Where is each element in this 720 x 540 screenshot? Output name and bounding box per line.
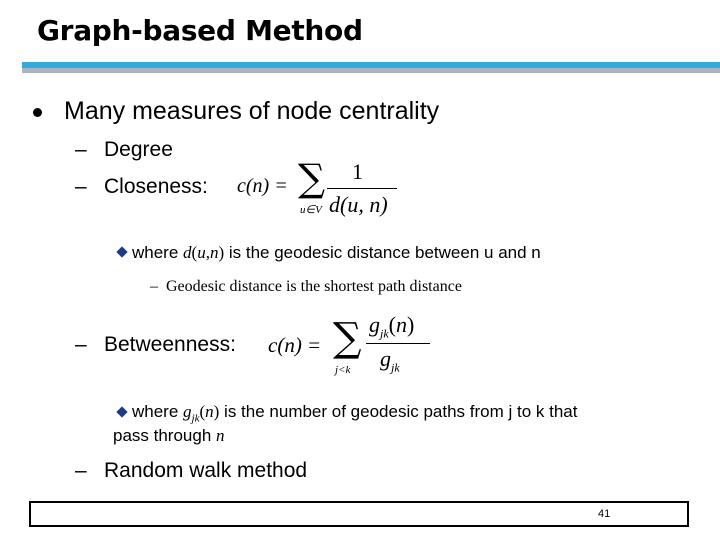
closeness-formula-lhs: c(n) = — [237, 175, 288, 197]
dash-closeness: – — [75, 175, 87, 198]
closeness-sum-index: u∈V — [300, 204, 322, 216]
closeness-sigma-icon: ∑ — [298, 156, 326, 200]
sub-degree: Degree — [104, 138, 173, 161]
footer-box — [29, 501, 689, 527]
closeness-denominator: d(u, n) — [329, 192, 388, 217]
sub-betweenness: Betweenness: — [104, 333, 236, 356]
dash-degree: – — [75, 138, 87, 161]
closeness-fraction-bar — [327, 188, 397, 189]
diamond-bullet-icon — [116, 246, 127, 257]
diamond-bullet-icon — [116, 406, 127, 417]
dash-random-walk: – — [75, 459, 87, 482]
dash-betweenness: – — [75, 333, 87, 356]
betweenness-note-line2: pass through n — [113, 426, 225, 445]
title-rule-gray — [22, 68, 720, 73]
bullet-dot-icon — [33, 108, 42, 117]
slide-title: Graph-based Method — [37, 14, 363, 47]
geodesic-note: Geodesic distance is the shortest path distance — [166, 278, 462, 295]
betweenness-numerator: $g_{jk}(n)$ — [369, 312, 415, 341]
betweenness-fraction-bar — [366, 343, 430, 344]
betweenness-note-line1: where $g_{jk}(n)$ is the number of geodesic paths from j to k that — [132, 402, 578, 425]
closeness-numerator: 1 — [352, 159, 363, 184]
page-number: 41 — [598, 508, 611, 520]
sub-random-walk: Random walk method — [104, 459, 308, 482]
title-rule — [22, 62, 720, 74]
bullet-centrality: Many measures of node centrality — [64, 97, 440, 125]
betweenness-sigma-icon: ∑ — [333, 315, 362, 361]
closeness-note: where d(u,n) is the geodesic distance between u and n — [132, 243, 541, 262]
sub-closeness: Closeness: — [104, 175, 208, 198]
betweenness-sum-index: j<k — [335, 364, 351, 376]
dash-geodesic: – — [150, 278, 158, 295]
betweenness-formula-lhs: c(n) = — [268, 333, 322, 357]
betweenness-denominator: $g_{jk}$ — [380, 346, 400, 375]
